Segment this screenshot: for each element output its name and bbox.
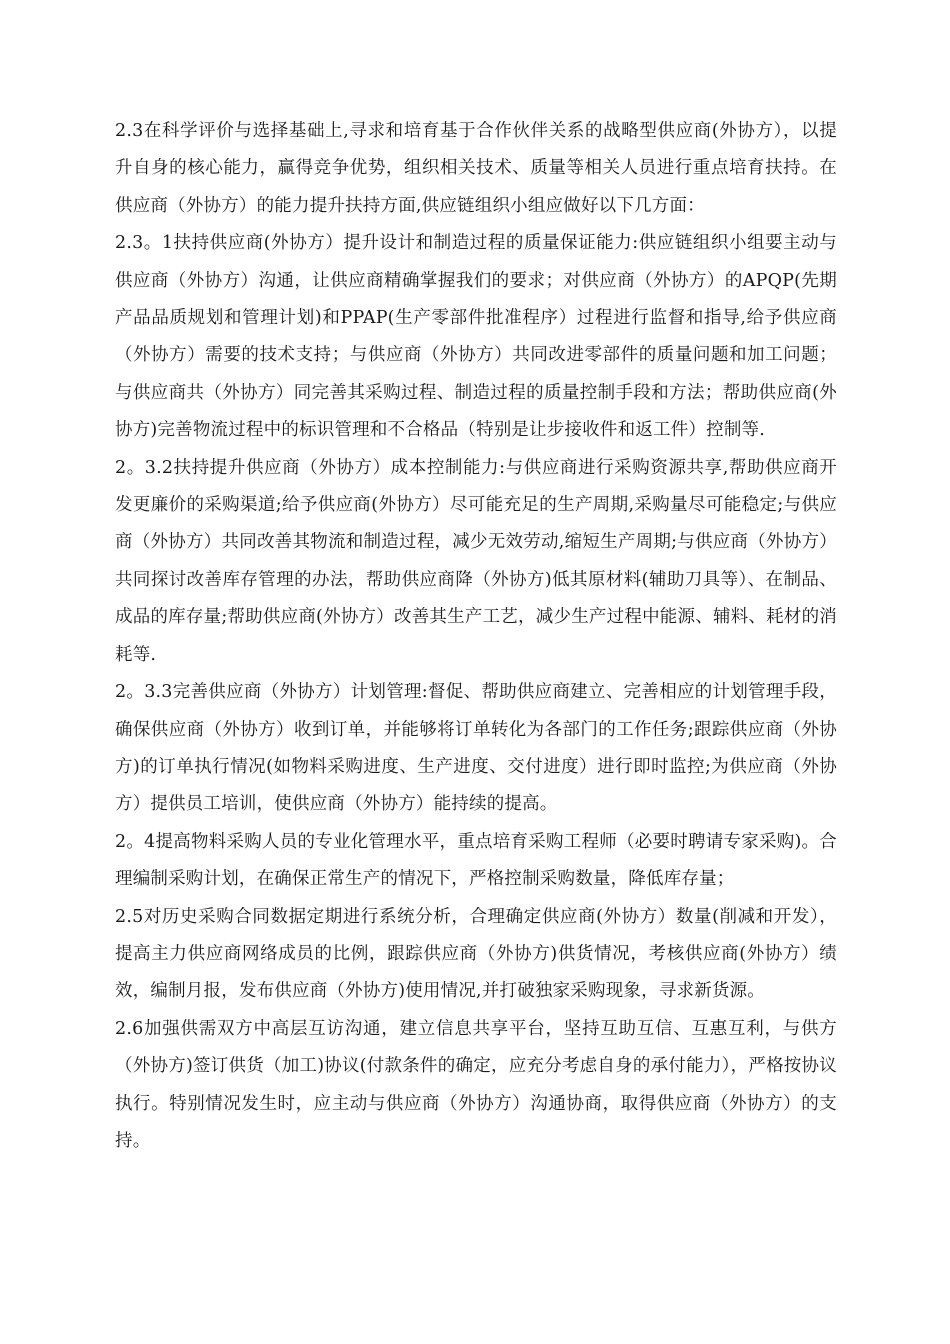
document-body bbox=[115, 113, 837, 1160]
paragraph-2-3: 2.3在科学评价与选择基础上,寻求和培育基于合作伙伴关系的战略型供应商(外协方），以提升自身的核心能力，赢得竞争优势，组织相关技术、质量等相关人员进行重点培育扶持。在供应商（外协方）的能力提升扶持方面,供应链组织小组应做好以下几方面： bbox=[115, 121, 837, 216]
paragraph-2-3-3: 2。3.3完善供应商（外协方）计划管理:督促、帮助供应商建立、完善相应的计划管理手段，确保供应商（外协方）收到订单，并能够将订单转化为各部门的工作任务;跟踪供应商（外协方)的订单执行情况(如物料采购进度、生产进度、交付进度）进行即时监控;为供应商（外协方）提供员工培训，使供应商（外协方）能持续的提高。 bbox=[115, 682, 837, 815]
paragraph-2-4: 2。4提高物料采购人员的专业化管理水平，重点培育采购工程师（必要时聘请专家采购)。合理编制采购计划，在确保正常生产的情况下，严格控制采购数量，降低库存量； bbox=[115, 831, 837, 890]
paragraph-2-3-1: 2.3。1扶持供应商(外协方）提升设计和制造过程的质量保证能力:供应链组织小组要主动与供应商（外协方）沟通，让供应商精确掌握我们的要求；对供应商（外协方）的APQP(先期产品品质规划和管理计划)和PPAP(生产零部件批准程序）过程进行监督和指导,给予供应商（外协方）需要的技术支持；与供应商（外协方）共同改进零部件的质量问题和加工问题；与供应商共（外协方）同完善其采购过程、制造过程的质量控制手段和方法；帮助供应商(外协方)完善物流过程中的标识管理和不合格品（特别是让步接收件和返工件）控制等. bbox=[115, 233, 837, 441]
paragraph-2-3-2: 2。3.2扶持提升供应商（外协方）成本控制能力:与供应商进行采购资源共享,帮助供应商开发更廉价的采购渠道;给予供应商(外协方）尽可能充足的生产周期,采购量尽可能稳定;与供应商（外协方）共同改善其物流和制造过程，减少无效劳动,缩短生产周期;与供应商（外协方）共同探讨改善库存管理的办法，帮助供应商降（外协方)低其原材料(辅助刀具等）、在制品、成品的库存量;帮助供应商(外协方）改善其生产工艺，减少生产过程中能源、辅料、耗材的消耗等. bbox=[115, 457, 837, 665]
paragraph-2-5: 2.5对历史采购合同数据定期进行系统分析，合理确定供应商(外协方）数量(削减和开发），提高主力供应商网络成员的比例，跟踪供应商（外协方)供货情况，考核供应商(外协方）绩效，编制月报，发布供应商（外协方)使用情况,并打破独家采购现象，寻求新货源。 bbox=[115, 906, 837, 1002]
paragraph-2-6: 2.6加强供需双方中高层互访沟通，建立信息共享平台，坚持互助互信、互惠互利，与供方（外协方)签订供货（加工)协议(付款条件的确定，应充分考虑自身的承付能力），严格按协议执行。特别情况发生时，应主动与供应商（外协方）沟通协商，取得供应商（外协方）的支持。 bbox=[115, 1018, 837, 1151]
